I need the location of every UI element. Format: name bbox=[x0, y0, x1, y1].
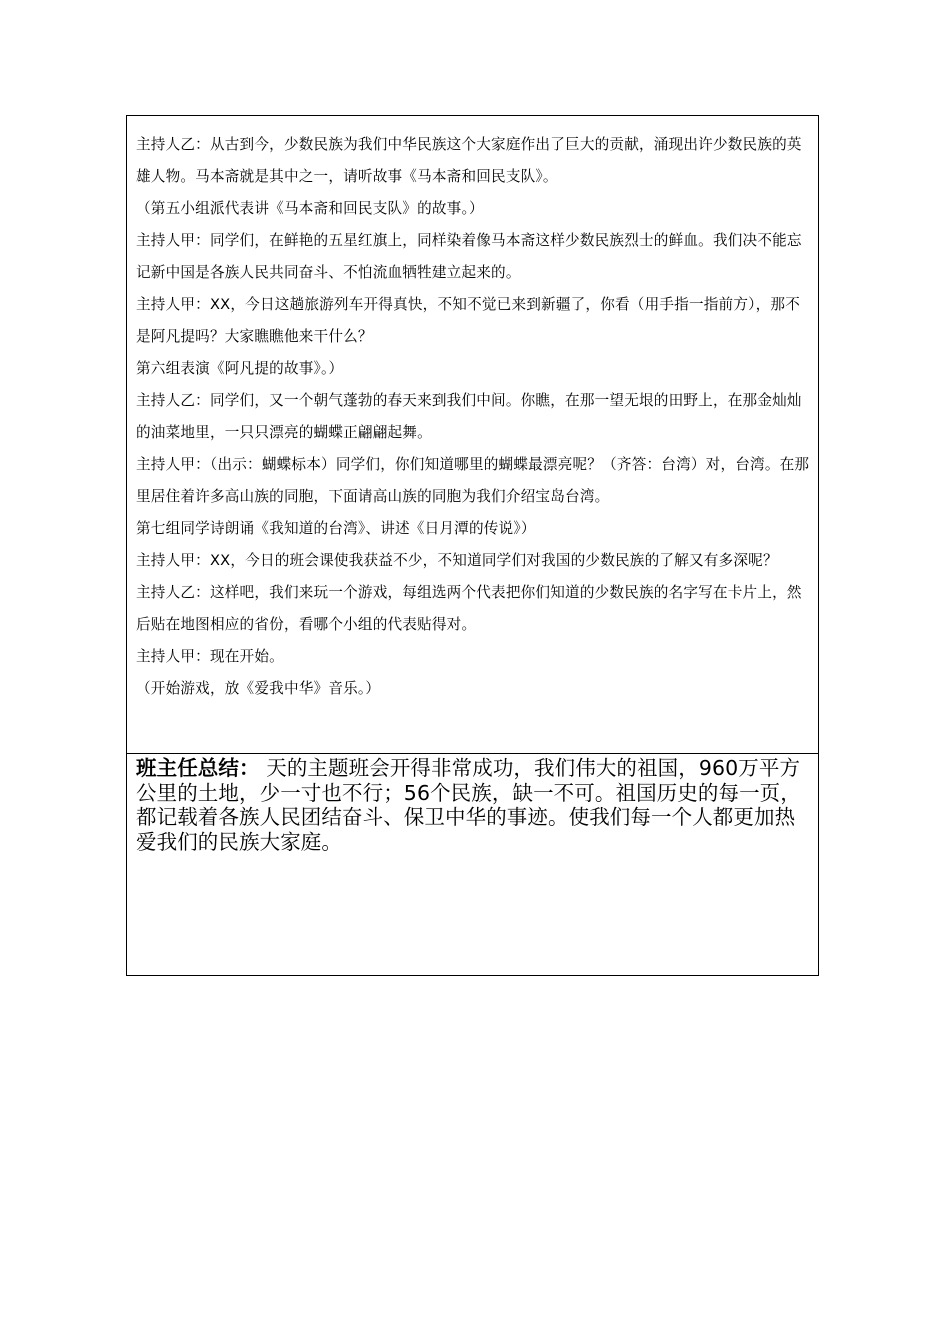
paragraph: （第五小组派代表讲《马本斋和回民支队》的故事。） bbox=[136, 200, 484, 217]
paragraph: 主持人甲：XX，今日这趟旅游列车开得真快，不知不觉已来到新疆了，你看（用手指一指前方），那不是阿凡提吗？大家瞧瞧他来干什么？ bbox=[136, 296, 801, 345]
summary-text: 天的主题班会开得非常成功，我们伟大的祖国，960万平方公里的土地，少一寸也不行；56个民族，缺一不可。祖国历史的每一页，都记载着各族人民团结奋斗、保卫中华的事迹。使我们每一个人都更加热爱我们的民族大家庭。 bbox=[136, 756, 801, 854]
paragraph: 主持人甲：XX，今日的班会课使我获益不少，不知道同学们对我国的少数民族的了解又有多深呢？ bbox=[136, 552, 778, 569]
paragraph: 主持人乙：从古到今，少数民族为我们中华民族这个大家庭作出了巨大的贡献，涌现出许少数民族的英雄人物。马本斋就是其中之一，请听故事《马本斋和回民支队》。 bbox=[136, 136, 802, 185]
summary-label: 班主任总结： bbox=[136, 756, 260, 780]
paragraph: 第七组同学诗朗诵《我知道的台湾》、讲述《日月潭的传说》） bbox=[136, 520, 536, 537]
teacher-summary-cell bbox=[127, 754, 818, 975]
paragraph: 主持人乙：同学们，又一个朝气蓬勃的春天来到我们中间。你瞧，在那一望无垠的田野上，在那金灿灿的油菜地里，一只只漂亮的蝴蝶正翩翩起舞。 bbox=[136, 392, 802, 441]
paragraph: 主持人甲：现在开始。 bbox=[136, 648, 284, 665]
paragraph: 主持人甲：（出示：蝴蝶标本）同学们，你们知道哪里的蝴蝶最漂亮呢？（齐答：台湾）对，台湾。在那里居住着许多高山族的同胞，下面请高山族的同胞为我们介绍宝岛台湾。 bbox=[136, 456, 810, 505]
activity-script-cell bbox=[127, 116, 818, 754]
paragraph: 主持人甲：同学们，在鲜艳的五星红旗上，同样染着像马本斋这样少数民族烈士的鲜血。我们决不能忘记新中国是各族人民共同奋斗、不怕流血牺牲建立起来的。 bbox=[136, 232, 802, 281]
paragraph: 第六组表演《阿凡提的故事》。） bbox=[136, 360, 344, 377]
paragraph: （开始游戏，放《爱我中华》音乐。） bbox=[136, 680, 381, 697]
document-table bbox=[126, 115, 819, 976]
teacher-summary bbox=[136, 756, 810, 854]
paragraph: 主持人乙：这样吧，我们来玩一个游戏，每组选两个代表把你们知道的少数民族的名字写在卡片上，然后贴在地图相应的省份，看哪个小组的代表贴得对。 bbox=[136, 584, 802, 633]
